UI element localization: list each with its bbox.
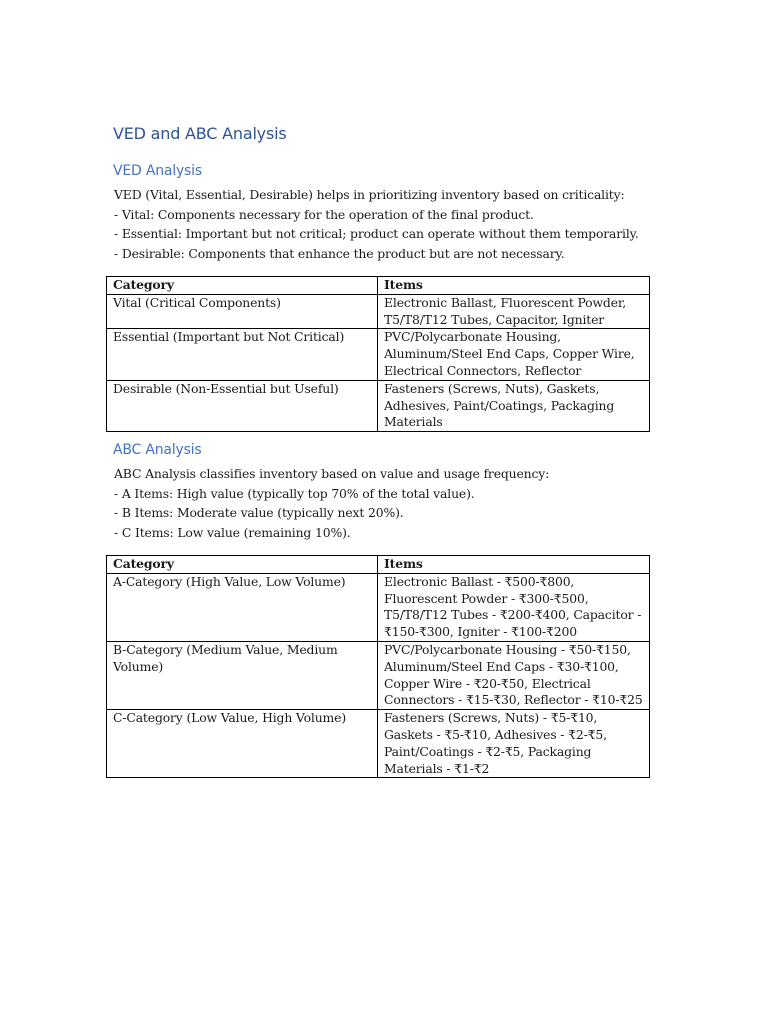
items-cell: PVC/Polycarbonate Housing - ₹50-₹150, Aluminum/Steel End Caps - ₹30-₹100, Copper Wire - ₹20-₹50, Electrical Connectors - ₹15-₹30, Reflector - ₹10-₹25 bbox=[378, 641, 650, 709]
column-header-category: Category bbox=[107, 556, 378, 574]
abc-intro-line: ABC Analysis classifies inventory based on value and usage frequency: bbox=[114, 466, 550, 481]
items-cell: Fasteners (Screws, Nuts) - ₹5-₹10, Gaskets - ₹5-₹10, Adhesives - ₹2-₹5, Paint/Coatings - ₹2-₹5, Packaging Materials - ₹1-₹2 bbox=[378, 710, 650, 778]
table-row bbox=[107, 710, 650, 778]
ved-intro bbox=[114, 185, 654, 263]
ved-table bbox=[106, 276, 650, 432]
items-cell: Fasteners (Screws, Nuts), Gaskets, Adhesives, Paint/Coatings, Packaging Materials bbox=[378, 380, 650, 431]
table-row bbox=[107, 573, 650, 641]
ved-heading: VED Analysis bbox=[113, 163, 202, 179]
category-cell: Essential (Important but Not Critical) bbox=[107, 329, 378, 380]
category-cell: B-Category (Medium Value, Medium Volume) bbox=[107, 641, 378, 709]
ved-intro-line: VED (Vital, Essential, Desirable) helps in prioritizing inventory based on criticality: bbox=[114, 187, 625, 202]
abc-table bbox=[106, 555, 650, 778]
items-cell: PVC/Polycarbonate Housing, Aluminum/Steel End Caps, Copper Wire, Electrical Connectors, Reflector bbox=[378, 329, 650, 380]
category-cell: Vital (Critical Components) bbox=[107, 294, 378, 329]
ved-intro-line: - Desirable: Components that enhance the product but are not necessary. bbox=[114, 245, 565, 261]
table-row bbox=[107, 380, 650, 431]
category-cell: Desirable (Non-Essential but Useful) bbox=[107, 380, 378, 431]
abc-intro bbox=[114, 464, 654, 542]
column-header-category: Category bbox=[107, 277, 378, 295]
ved-intro-line: - Essential: Important but not critical; product can operate without them temporarily. bbox=[114, 226, 639, 241]
items-cell: Electronic Ballast - ₹500-₹800, Fluorescent Powder - ₹300-₹500, T5/T8/T12 Tubes - ₹200-₹400, Capacitor - ₹150-₹300, Igniter - ₹100-₹200 bbox=[378, 573, 650, 641]
column-header-items: Items bbox=[378, 277, 650, 295]
table-row bbox=[107, 329, 650, 380]
abc-intro-line: - A Items: High value (typically top 70% of the total value). bbox=[114, 485, 475, 501]
column-header-items: Items bbox=[378, 556, 650, 574]
category-cell: C-Category (Low Value, High Volume) bbox=[107, 710, 378, 778]
abc-intro-line: - C Items: Low value (remaining 10%). bbox=[114, 524, 351, 540]
items-cell: Electronic Ballast, Fluorescent Powder, T5/T8/T12 Tubes, Capacitor, Igniter bbox=[378, 294, 650, 329]
table-row bbox=[107, 641, 650, 709]
table-header-row bbox=[107, 277, 650, 295]
table-header-row bbox=[107, 556, 650, 574]
abc-heading: ABC Analysis bbox=[113, 442, 202, 458]
abc-intro-line: - B Items: Moderate value (typically next 20%). bbox=[114, 505, 404, 520]
category-cell: A-Category (High Value, Low Volume) bbox=[107, 573, 378, 641]
document-title: VED and ABC Analysis bbox=[113, 124, 287, 143]
ved-intro-line: - Vital: Components necessary for the operation of the final product. bbox=[114, 206, 534, 222]
table-row bbox=[107, 294, 650, 329]
